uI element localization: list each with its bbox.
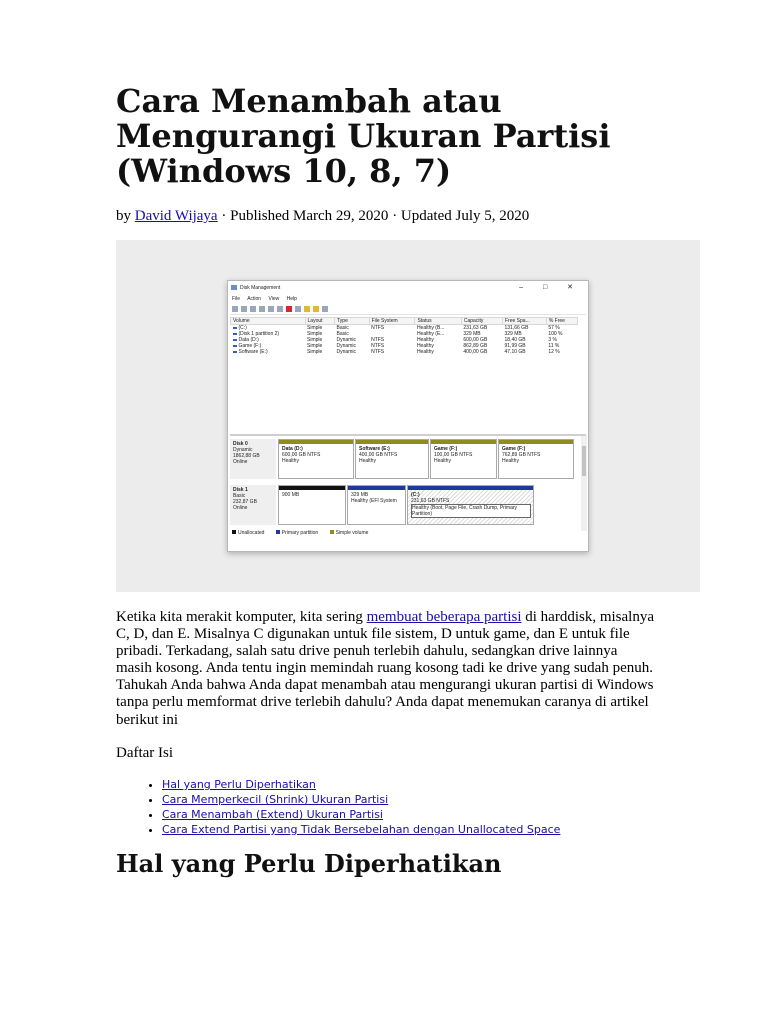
toc-link-hal-yang-perlu-diperhatikan[interactable]: Hal yang Perlu Diperhatikan — [162, 778, 316, 791]
disk-management-window — [227, 280, 589, 552]
partition-block — [347, 485, 406, 525]
table-cell: Data (D:) — [231, 337, 306, 343]
table-of-contents — [140, 777, 560, 837]
table-cell: 91,99 GB — [504, 343, 526, 349]
partition-status: Healthy — [282, 458, 299, 464]
section-heading: Hal yang Perlu Diperhatikan — [116, 849, 502, 878]
table-cell: 131,66 GB — [504, 325, 529, 331]
disk-management-icon — [231, 285, 237, 290]
legend-label: Simple volume — [335, 530, 369, 536]
table-cell: Software (E:) — [231, 349, 306, 355]
toc-item — [162, 822, 560, 837]
table-cell: Basic — [336, 331, 349, 337]
col-file-system: File System — [369, 318, 415, 325]
scrollbar-thumb — [582, 446, 586, 476]
partition-size: 400,00 GB NTFS — [359, 452, 398, 458]
intro-paragraph — [116, 609, 656, 729]
partition-name: Game (F:) — [434, 446, 458, 452]
partition-status: Healthy — [359, 458, 376, 464]
legend — [232, 530, 378, 536]
table-cell: 231,63 GB — [463, 325, 488, 331]
partition-size: 100,00 GB NTFS — [434, 452, 473, 458]
disk-0-row — [230, 439, 579, 479]
partition-status: Healthy — [502, 458, 519, 464]
article-screenshot — [116, 240, 700, 592]
table-cell: Simple — [307, 325, 323, 331]
table-cell: 862,89 GB — [463, 343, 488, 349]
partition-block — [355, 439, 429, 479]
col-percent-free: % Free — [546, 318, 577, 325]
search-icon — [313, 306, 319, 312]
table-cell: 329 MB — [463, 331, 481, 337]
pane-divider — [230, 434, 586, 436]
simple-volume-swatch — [330, 530, 334, 534]
partition-name: Game (F:) — [502, 446, 526, 452]
table-cell: 400,00 GB — [463, 349, 488, 355]
disk-1-size: 232,87 GB — [233, 499, 257, 505]
toc-link-shrink[interactable]: Cara Memperkecil (Shrink) Ukuran Partisi — [162, 793, 389, 806]
legend-label: Primary partition — [281, 530, 319, 536]
partition-block — [278, 439, 354, 479]
partition-status: Healthy (Boot, Page File, Crash Dump, Primary Partition) — [411, 504, 531, 518]
toc-link-extend[interactable]: Cara Menambah (Extend) Ukuran Partisi — [162, 808, 383, 821]
table-cell: Simple — [307, 337, 323, 343]
toc-item — [162, 777, 560, 792]
primary-partition-swatch — [276, 530, 280, 534]
col-capacity: Capacity — [461, 318, 502, 325]
partition-size: 762,89 GB NTFS — [502, 452, 541, 458]
disk-0-info — [230, 439, 276, 479]
list-icon — [268, 306, 274, 312]
window-title: Disk Management — [240, 285, 281, 291]
table-cell: 18,40 GB — [504, 337, 526, 343]
table-cell: NTFS — [371, 349, 385, 355]
table-cell: 12 % — [548, 349, 560, 355]
legend-item — [232, 530, 269, 536]
folder-icon — [304, 306, 310, 312]
console-icon — [250, 306, 256, 312]
window-menubar — [232, 296, 303, 302]
delete-icon — [286, 306, 292, 312]
article-title: Cara Menambah atau Mengurangi Ukuran Partisi (Windows 10, 8, 7) — [116, 82, 611, 190]
table-cell: Simple — [307, 331, 323, 337]
table-cell: Game (F:) — [231, 343, 306, 349]
table-cell: (C:) — [231, 325, 306, 332]
disk-0-name: Disk 0 — [233, 441, 248, 447]
window-titlebar — [228, 281, 588, 294]
legend-label: Unallocated — [238, 530, 265, 536]
partition-size: 600,00 GB NTFS — [282, 452, 321, 458]
toc-item — [162, 807, 560, 822]
partition-block — [407, 485, 534, 525]
disk-1-type: Basic — [233, 493, 246, 499]
help-icon — [259, 306, 265, 312]
table-cell: Simple — [307, 349, 323, 355]
disk-0-size: 1862,88 GB — [233, 453, 260, 459]
partition-name: Software (E:) — [359, 446, 390, 452]
table-cell: NTFS — [371, 337, 385, 343]
menu-file: File — [232, 296, 241, 302]
table-cell: 47,10 GB — [504, 349, 526, 355]
table-cell: 329 MB — [504, 331, 522, 337]
table-cell: NTFS — [371, 325, 385, 331]
partition-name: Data (D:) — [282, 446, 303, 452]
table-cell: Dynamic — [336, 337, 356, 343]
menu-view: View — [268, 296, 280, 302]
partition-block — [498, 439, 574, 479]
table-cell: 57 % — [548, 325, 560, 331]
col-layout: Layout — [305, 318, 334, 325]
properties-icon — [295, 306, 301, 312]
table-cell: 100 % — [548, 331, 563, 337]
forward-icon — [241, 306, 247, 312]
legend-item — [276, 530, 323, 536]
byline — [116, 207, 529, 225]
table-cell: Dynamic — [336, 343, 356, 349]
disk-0-type: Dynamic — [233, 447, 253, 453]
settings-icon — [322, 306, 328, 312]
table-cell: Basic — [336, 325, 349, 331]
disk-1-state: Online — [233, 505, 248, 511]
updated-date: · Updated July 5, 2020 — [392, 208, 530, 224]
intro-text-end: di harddisk, misalnya C, D, dan E. Misalnya C digunakan untuk file sistem, D untuk game, dan E untuk file pribadi. Terkadang, salah satu drive penuh terlebih dahulu, sedangkan drive lainnya masih kosong. Anda tentu ingin memindah ruang kosong tadi ke drive yang sudah penuh. Tahukah Anda bahwa Anda dapat menambah atau mengurangi ukuran partisi di Windows tanpa perlu memformat drive terlebih dahulu? Anda dapat menemukan caranya di artikel berikut ini — [116, 609, 654, 728]
table-cell: NTFS — [371, 343, 385, 349]
partition-status: Healthy (EFI System — [351, 498, 397, 504]
toc-item — [162, 792, 560, 807]
col-type: Type — [335, 318, 370, 325]
disk-1-name: Disk 1 — [233, 487, 248, 493]
volume-table — [230, 317, 578, 355]
table-cell: Healthy — [416, 349, 434, 355]
col-free-space: Free Spa... — [503, 318, 547, 325]
disk-1-info — [230, 485, 276, 525]
legend-item — [330, 530, 374, 536]
table-cell: Healthy (E... — [416, 331, 445, 337]
table-cell: Healthy — [416, 337, 434, 343]
table-row — [231, 349, 578, 355]
partition-size: 329 MB — [351, 492, 369, 498]
menu-action: Action — [247, 296, 262, 302]
table-cell: Healthy (B... — [416, 325, 445, 331]
table-cell: 600,00 GB — [463, 337, 488, 343]
table-cell: Simple — [307, 343, 323, 349]
published-date: · Published March 29, 2020 — [221, 208, 389, 224]
table-cell: (Disk 1 partition 2) — [231, 331, 306, 337]
partition-status: Healthy — [434, 458, 451, 464]
menu-help: Help — [286, 296, 297, 302]
table-cell: 3 % — [548, 337, 557, 343]
window-toolbar — [230, 305, 586, 315]
volume-table-header — [231, 318, 578, 325]
col-volume: Volume — [231, 318, 306, 325]
table-cell: Dynamic — [336, 349, 356, 355]
author-link[interactable]: David Wijaya — [134, 208, 218, 224]
table-cell: 11 % — [548, 343, 560, 349]
back-icon — [232, 306, 238, 312]
window-controls: – □ ✕ — [519, 284, 582, 291]
byline-prefix: by — [116, 208, 131, 224]
unallocated-swatch — [232, 530, 236, 534]
intro-text-start: Ketika kita merakit komputer, kita sering — [116, 609, 367, 625]
toc-label: Daftar Isi — [116, 745, 174, 761]
table-cell: Healthy — [416, 343, 434, 349]
toc-link-extend-nonadjacent[interactable]: Cara Extend Partisi yang Tidak Bersebelahan dengan Unallocated Space — [162, 823, 561, 836]
partition-size: 900 MB — [282, 492, 300, 498]
col-status: Status — [415, 318, 461, 325]
partition-name: (C:) — [411, 492, 420, 498]
connect-icon — [277, 306, 283, 312]
disk-1-row — [230, 485, 579, 525]
disk-0-state: Online — [233, 459, 248, 465]
disk-pane-scrollbar — [581, 436, 587, 531]
partition-guide-link[interactable]: membuat beberapa partisi — [366, 609, 522, 625]
partition-size: 231,63 GB NTFS — [411, 498, 450, 504]
partition-block — [278, 485, 346, 525]
partition-block — [430, 439, 497, 479]
